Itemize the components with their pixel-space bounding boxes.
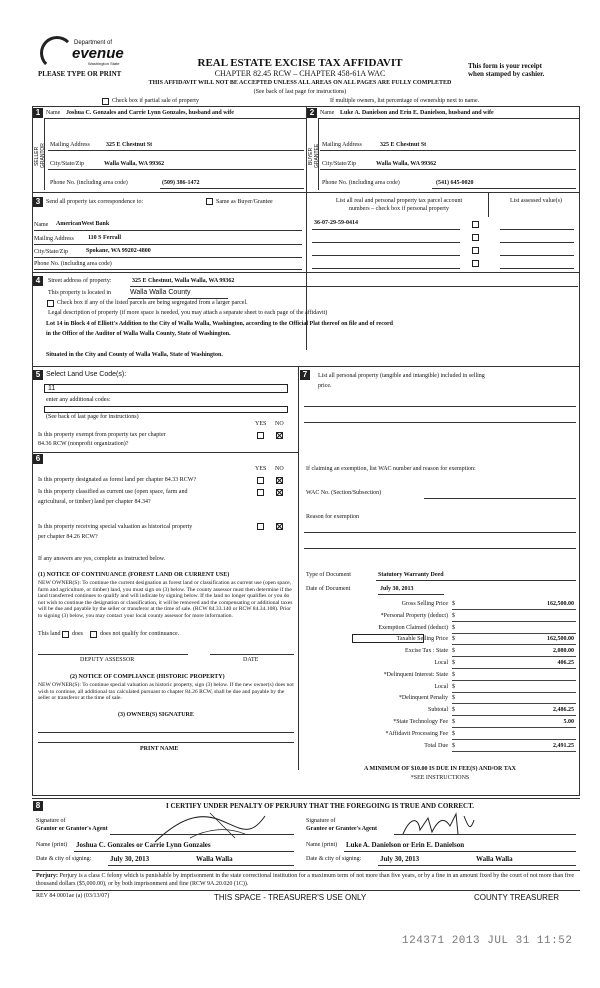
tax-line-label: Local xyxy=(434,660,448,666)
same-as-buyer-checkbox[interactable] xyxy=(206,198,213,205)
seller-name-label: Name xyxy=(46,110,61,116)
current-use-question-2: agricultural, or timber) land per chapter 84.34? xyxy=(38,499,151,505)
tax-line xyxy=(304,625,576,635)
grantee-signature xyxy=(398,810,478,840)
receipt-note-2: when stamped by cashier. xyxy=(468,70,545,78)
tax-line-currency: $ xyxy=(452,684,455,690)
grantee-date-label: Date & city of signing: xyxy=(306,856,362,862)
section-4-number: 4 xyxy=(33,276,43,286)
perjury-text: Perjury is a class C felony which is punishable by imprisonment in the state correctional institution for a maximum term of not more than five years, or by a fine in an amount fixed by the court of not more than five thousand dollars ($5,000.00), or by both imprisonment and fine (RCW 9A.20.020 (1C)). xyxy=(36,873,575,887)
exempt-question-1: Is this property exempt from property tax per chapter xyxy=(38,432,166,438)
section-5-number: 5 xyxy=(33,370,43,380)
type-or-print: PLEASE TYPE OR PRINT xyxy=(38,70,122,78)
does-label: does xyxy=(72,631,83,637)
local-rate-box[interactable] xyxy=(352,634,424,643)
receipt-note-1: This form is your receipt xyxy=(468,62,543,70)
logo-state: Washington State xyxy=(88,61,120,66)
reason-rule-2 xyxy=(304,548,576,549)
tax-line-rule xyxy=(452,751,576,752)
tax-line-label: Total Due xyxy=(424,743,448,749)
qualifies-checkbox[interactable] xyxy=(62,631,69,638)
seller-mailing[interactable]: 325 E Chestnut St xyxy=(106,142,153,148)
doc-type[interactable]: Statutory Warranty Deed xyxy=(378,572,444,578)
reason-rule-1 xyxy=(304,532,576,533)
grantee-name[interactable]: Luke A. Danielson or Erin E. Danielson xyxy=(346,841,465,849)
tax-line-value[interactable]: 2,486.25 xyxy=(553,707,574,713)
segregated-label: Check box if any of the listed parcels are being segregated from a larger parcel. xyxy=(57,300,248,306)
tax-line-label: Local xyxy=(434,684,448,690)
section-6-number: 6 xyxy=(33,454,43,464)
grantor-name[interactable]: Joshua C. Gonzales or Carrie Lynn Gonzales xyxy=(76,841,211,849)
tax-line-label: *Delinquent Penalty xyxy=(398,695,448,701)
tax-line-rule xyxy=(452,621,576,622)
parcel-rule-1 xyxy=(312,229,460,230)
land-use-label: Select Land Use Code(s): xyxy=(46,371,127,378)
street-label: Street address of property: xyxy=(48,278,112,284)
personal-property-rule-1 xyxy=(304,406,576,407)
personal-property-checkbox-1[interactable] xyxy=(472,221,479,228)
exempt-question-2: 84.36 RCW (nonprofit organization)? xyxy=(38,441,129,447)
assessed-rule-3 xyxy=(500,255,574,256)
buyer-side-label: BUYER GRANTEE xyxy=(308,143,320,169)
grantor-date-rule xyxy=(108,865,294,866)
doc-date[interactable]: July 30, 2013 xyxy=(380,586,414,592)
tax-line xyxy=(304,695,576,705)
tax-line xyxy=(304,660,576,670)
seller-name[interactable]: Joshua C. Gonzales and Carrie Lynn Gonzales, husband and wife xyxy=(66,110,234,116)
partial-sale-checkbox[interactable] xyxy=(102,98,109,105)
tax-line-label: *Personal Property (deduct) xyxy=(380,613,448,619)
logo-revenue: evenue xyxy=(72,45,124,62)
exempt-no-checkbox[interactable] xyxy=(276,432,283,439)
buyer-city[interactable]: Walla Walla, WA 99362 xyxy=(376,161,437,167)
current-use-no-checkbox[interactable] xyxy=(276,489,283,496)
buyer-city-label: City/State/Zip xyxy=(322,161,356,167)
tax-line-rule xyxy=(452,680,576,681)
tax-line-currency: $ xyxy=(452,719,455,725)
minimum-due-note: A MINIMUM OF $10.00 IS DUE IN FEE(S) AND/OR TAX xyxy=(364,766,516,772)
located-rule xyxy=(128,298,228,299)
seller-mailing-rule xyxy=(48,150,304,151)
section-5-bottom xyxy=(32,452,298,453)
tax-line-currency: $ xyxy=(452,636,455,642)
tax-line-label: *Affidavit Processing Fee xyxy=(385,731,448,737)
tax-line-rule xyxy=(452,692,576,693)
not-qualifies-checkbox[interactable] xyxy=(90,631,97,638)
buyer-name-rule xyxy=(318,118,580,119)
tax-line xyxy=(304,684,576,694)
tax-line-value[interactable]: 5.00 xyxy=(563,719,574,725)
personal-property-rule-2 xyxy=(304,422,576,423)
tax-line-currency: $ xyxy=(452,660,455,666)
personal-property-label-1: List all personal property (tangible and intangible) included in selling xyxy=(318,373,485,379)
assessed-rule-2 xyxy=(500,242,574,243)
grantee-sig-label-1: Signature of xyxy=(306,818,336,824)
located-label: This property is located in xyxy=(48,290,111,296)
grantor-name-label: Name (print) xyxy=(36,842,68,848)
historic-yes-checkbox[interactable] xyxy=(257,523,264,530)
tax-line-label: *Delinquent Interest: State xyxy=(383,672,448,678)
tax-line-rule xyxy=(452,668,576,669)
doc-date-rule xyxy=(378,594,444,595)
tax-line-currency: $ xyxy=(452,731,455,737)
parcel-header-2: numbers – check box if personal property xyxy=(349,206,449,212)
tax-line-value[interactable]: 162,500.00 xyxy=(547,636,574,642)
deputy-assessor-label: DEPUTY ASSESSOR xyxy=(80,657,135,663)
grantee-date[interactable]: July 30, 2013 xyxy=(380,855,420,863)
assessed-rule-1 xyxy=(500,229,574,230)
county-treasurer-label: COUNTY TREASURER xyxy=(474,893,560,902)
legal-label: Legal description of property (if more space is needed, you may attach a separate sheet to each page of the affidavit) xyxy=(48,310,328,316)
does-not-label: does not qualify for continuance. xyxy=(100,631,180,637)
logo-swoosh xyxy=(40,36,74,70)
current-use-yes-checkbox[interactable] xyxy=(257,489,264,496)
section-1-2-bottom xyxy=(32,192,580,193)
grantor-date[interactable]: July 30, 2013 xyxy=(110,855,150,863)
seller-phone-label: Phone No. (including area code) xyxy=(50,180,128,186)
see-back-note: (See back of last page for instructions) xyxy=(46,414,139,420)
wac-rule xyxy=(424,498,576,499)
tax-line-rule xyxy=(452,644,576,645)
grantee-city[interactable]: Walla Walla xyxy=(476,855,513,863)
tax-line-currency: $ xyxy=(452,613,455,619)
form-number: REV 84 0001ae (a) (03/13/07) xyxy=(36,893,110,899)
notice-1-title: (1) NOTICE OF CONTINUANCE (FOREST LAND OR CURRENT USE) xyxy=(38,572,230,578)
tax-line-rule xyxy=(452,715,576,716)
exemption-label: If claiming an exemption, list WAC number and reason for exemption: xyxy=(306,466,476,472)
buyer-name[interactable]: Luke A. Danielson and Erin E. Danielson, husband and wife xyxy=(340,110,494,116)
corr-mailing-rule xyxy=(34,244,302,245)
see-instructions-note: *SEE INSTRUCTIONS xyxy=(410,775,470,781)
seller-city[interactable]: Walla Walla, WA 99362 xyxy=(104,161,165,167)
assessed-rule-4 xyxy=(500,268,574,269)
tax-line xyxy=(304,636,576,646)
grantor-date-label: Date & city of signing: xyxy=(36,856,92,862)
doc-type-rule xyxy=(376,580,576,581)
corr-name-label: Name xyxy=(34,222,49,228)
tax-line-value[interactable]: 2,080.00 xyxy=(553,648,574,654)
tax-line-label: Gross Selling Price xyxy=(401,601,448,607)
corr-mailing[interactable]: 110 S Ferrall xyxy=(88,235,121,241)
corr-mailing-label: Mailing Address xyxy=(34,236,74,242)
tax-line-currency: $ xyxy=(452,625,455,631)
corr-name-rule xyxy=(34,230,302,231)
seller-mailing-label: Mailing Address xyxy=(50,142,90,148)
tax-line-value[interactable]: 162,500.00 xyxy=(547,601,574,607)
personal-property-checkbox-4[interactable] xyxy=(472,260,479,267)
buyer-mailing-rule xyxy=(320,150,576,151)
lower-center-divider xyxy=(298,366,299,770)
buyer-name-label: Name xyxy=(320,110,335,116)
grantor-sig-label-2: Grantor or Grantor's Agent xyxy=(36,826,108,832)
same-as-buyer-label: Same as Buyer/Grantee xyxy=(216,199,273,205)
section-7-number: 7 xyxy=(300,370,310,380)
certify-statement: I CERTIFY UNDER PENALTY OF PERJURY THAT THE FOREGOING IS TRUE AND CORRECT. xyxy=(165,802,474,810)
assessed-divider xyxy=(488,193,489,217)
buyer-city-rule xyxy=(320,169,576,170)
multiple-owners-note: If multiple owners, list percentage of ownership next to name. xyxy=(330,98,480,104)
historic-question-1: Is this property receiving special valuation as historical property xyxy=(38,524,193,530)
notice-2-body: NEW OWNER(S): To continue special valuation as historic property, sign (3) below. If the new owner(s) does not wish to continue, all additional tax calculated pursuant to chapter 84.26 RCW, shall be due and payable by the seller or transferor at the time of sale. xyxy=(38,682,294,702)
forest-no-checkbox[interactable] xyxy=(276,477,283,484)
grantor-sig-rule xyxy=(110,834,294,835)
parcel-header-1: List all real and personal property tax parcel account xyxy=(335,198,463,204)
perjury-top-rule xyxy=(32,870,580,871)
tax-line xyxy=(304,613,576,623)
tax-line-label: Excise Tax : State xyxy=(405,648,448,654)
section-8-top xyxy=(32,798,580,799)
buyer-phone[interactable]: (541) 645-0020 xyxy=(436,180,474,186)
deputy-rule xyxy=(38,654,188,655)
seller-side-label: SELLER GRANTOR xyxy=(34,143,46,169)
tax-line xyxy=(304,731,576,741)
tax-line xyxy=(304,648,576,658)
grantee-sig-rule xyxy=(394,834,576,835)
perjury-label: Perjury: xyxy=(36,873,58,879)
legal-line-2: in the Office of the Auditor of Walla Walla County, State of Washington. xyxy=(46,331,231,337)
assessed-header: List assessed value(s) xyxy=(510,198,562,204)
tax-correspondence-label: Send all property tax correspondence to: xyxy=(46,199,144,205)
tax-line-currency: $ xyxy=(452,601,455,607)
tax-line xyxy=(304,719,576,729)
corr-phone-rule xyxy=(34,269,302,270)
additional-codes-input[interactable] xyxy=(44,406,288,413)
personal-property-label-2: price. xyxy=(318,383,332,389)
s6-yes-header: YES xyxy=(255,466,267,472)
tax-line-currency: $ xyxy=(452,672,455,678)
legal-line-1: Lot 14 in Block 4 of Elliott's Addition to the City of Walla Walla, Washington, according to the Official Plat thereof on file and of record xyxy=(46,321,393,327)
corr-name[interactable]: AmericanWest Bank xyxy=(56,221,110,227)
owner-signature-rule xyxy=(38,732,294,733)
segregated-checkbox[interactable] xyxy=(47,300,54,307)
tax-line xyxy=(304,743,576,753)
tax-line-value[interactable]: 406.25 xyxy=(557,660,574,666)
personal-property-checkbox-2[interactable] xyxy=(472,234,479,241)
recording-stamp: 124371 2013 JUL 31 11:52 xyxy=(402,935,573,947)
additional-codes-label: enter any additional codes: xyxy=(46,397,111,403)
s5-no-header: NO xyxy=(275,421,284,427)
exempt-yes-checkbox[interactable] xyxy=(257,432,264,439)
corr-city-rule xyxy=(34,257,302,258)
located-county[interactable]: Walla Walla County xyxy=(130,289,191,296)
owner-signature-label: (3) OWNER(S) SIGNATURE xyxy=(118,712,194,718)
treasurer-space-label: THIS SPACE - TREASURER'S USE ONLY xyxy=(214,893,367,902)
tax-line-label: *State Technology Fee xyxy=(393,719,448,725)
grantee-date-rule xyxy=(378,865,576,866)
section-1-number: 1 xyxy=(33,108,43,118)
dor-logo xyxy=(34,28,124,68)
tax-line-rule xyxy=(452,633,576,634)
seller-name-rule xyxy=(44,118,306,119)
street-address[interactable]: 325 E Chestnut, Walla Walla, WA 99362 xyxy=(132,278,235,284)
current-use-question-1: Is this property classified as current use (open space, farm and xyxy=(38,489,188,495)
form-title: REAL ESTATE EXCISE TAX AFFIDAVIT xyxy=(197,57,403,69)
historic-question-2: per chapter 84.26 RCW? xyxy=(38,534,98,540)
exemption-reason-label: Reason for exemption xyxy=(306,514,359,520)
tax-line-label: Exemption Claimed (deduct) xyxy=(378,625,448,631)
grantor-city[interactable]: Walla Walla xyxy=(196,855,233,863)
if-yes-note: If any answers are yes, complete as instructed below. xyxy=(38,556,166,562)
tax-line-rule xyxy=(452,739,576,740)
perjury-notice xyxy=(36,873,576,888)
doc-type-label: Type of Document xyxy=(306,572,351,578)
tax-line-label: Taxable Selling Price xyxy=(396,636,448,642)
land-use-code[interactable]: 11 xyxy=(44,384,288,393)
section-4-bottom xyxy=(32,366,580,367)
deputy-date-label: DATE xyxy=(243,657,259,663)
tax-line xyxy=(304,707,576,717)
corr-phone-label: Phone No. (including area code) xyxy=(34,261,112,267)
tax-line-currency: $ xyxy=(452,707,455,713)
buyer-phone-label: Phone No. (including area code) xyxy=(322,180,400,186)
print-name-label: PRINT NAME xyxy=(140,746,179,752)
corr-city-label: City/State/Zip xyxy=(34,249,68,255)
historic-no-checkbox[interactable] xyxy=(276,523,283,530)
buyer-mailing-label: Mailing Address xyxy=(322,142,362,148)
form-chapter: CHAPTER 82.45 RCW – CHAPTER 458-61A WAC xyxy=(214,69,386,78)
personal-property-checkbox-3[interactable] xyxy=(472,247,479,254)
instructions-note: (See back of last page for instructions) xyxy=(253,89,347,95)
tax-line xyxy=(304,672,576,682)
section-8-number: 8 xyxy=(33,801,43,811)
grantor-sig-label-1: Signature of xyxy=(36,818,66,824)
corr-city[interactable]: Spokane, WA 99202-4800 xyxy=(86,248,151,254)
tax-line-rule xyxy=(452,609,576,610)
land-label: This land xyxy=(38,631,61,637)
grantee-sig-label-2: Grantee or Grantee's Agent xyxy=(306,826,378,832)
wac-label: WAC No. (Section/Subsection) xyxy=(306,490,382,496)
warning-banner: THIS AFFIDAVIT WILL NOT BE ACCEPTED UNLESS ALL AREAS ON ALL PAGES ARE FULLY COMPLETED xyxy=(148,80,452,86)
tax-line-rule xyxy=(452,656,576,657)
deputy-date-rule xyxy=(210,654,294,655)
s5-yes-header: YES xyxy=(255,421,267,427)
tax-line-rule xyxy=(452,727,576,728)
parcel-rule-4 xyxy=(312,268,460,269)
tax-line-currency: $ xyxy=(452,695,455,701)
seller-side-rule xyxy=(44,118,45,190)
tax-line-currency: $ xyxy=(452,648,455,654)
tax-line xyxy=(304,601,576,611)
notice-1-body: NEW OWNER(S): To continue the current designation as forest land or classification as current use (open space, farm and agriculture, or timber) land, you must sign on (3) below. The county assessor must then determine if the land transferred continues to qualify and will indicate by signing below. If the land no longer qualifies or you do not wish to continue the designation or classification, it will be removed and the compensating or additional taxes will be due and payable by the seller or transferor at the time of sale. (RCW 84.33.140 or RCW 84.34.108). Prior to signing (3) below, you may contact your local county assessor for more information. xyxy=(38,580,293,619)
parcel-rule-2 xyxy=(312,242,460,243)
buyer-phone-rule xyxy=(432,188,576,189)
perjury-bottom-rule xyxy=(32,890,580,891)
buyer-mailing[interactable]: 325 E Chestnut St xyxy=(380,142,427,148)
grantee-name-label: Name (print) xyxy=(306,842,338,848)
notice-2-title: (2) NOTICE OF COMPLIANCE (HISTORIC PROPERTY) xyxy=(70,674,225,680)
seller-city-label: City/State/Zip xyxy=(50,161,84,167)
print-name-rule xyxy=(38,742,294,743)
section-3-number: 3 xyxy=(33,197,43,207)
section-3-bottom xyxy=(32,272,580,273)
tax-line-value[interactable]: 2,491.25 xyxy=(553,743,574,749)
tax-line-rule xyxy=(452,703,576,704)
grantee-name-rule xyxy=(344,851,576,852)
parcel-number[interactable]: 36-07-29-59-0414 xyxy=(314,220,358,226)
tax-line-label: Subtotal xyxy=(427,707,448,713)
seller-phone-rule xyxy=(160,188,304,189)
seller-phone[interactable]: (509) 386-1472 xyxy=(162,180,200,186)
parcel-rule-3 xyxy=(312,255,460,256)
doc-date-label: Date of Document xyxy=(306,586,351,592)
partial-sale-label: Check box if partial sale of property xyxy=(112,98,199,104)
forest-yes-checkbox[interactable] xyxy=(257,477,264,484)
legal-line-3: Situated in the City and County of Walla Walla, State of Washington. xyxy=(46,352,223,358)
tax-line-currency: $ xyxy=(452,743,455,749)
s6-no-header: NO xyxy=(275,466,284,472)
section-2-number: 2 xyxy=(307,108,317,118)
seller-city-rule xyxy=(48,169,304,170)
logo-department: Department of xyxy=(74,40,113,46)
buyer-side-rule xyxy=(318,118,319,190)
forest-question: Is this property designated as forest land per chapter 84.33 RCW? xyxy=(38,477,197,483)
grantor-name-rule xyxy=(74,851,294,852)
street-rule xyxy=(130,286,578,287)
